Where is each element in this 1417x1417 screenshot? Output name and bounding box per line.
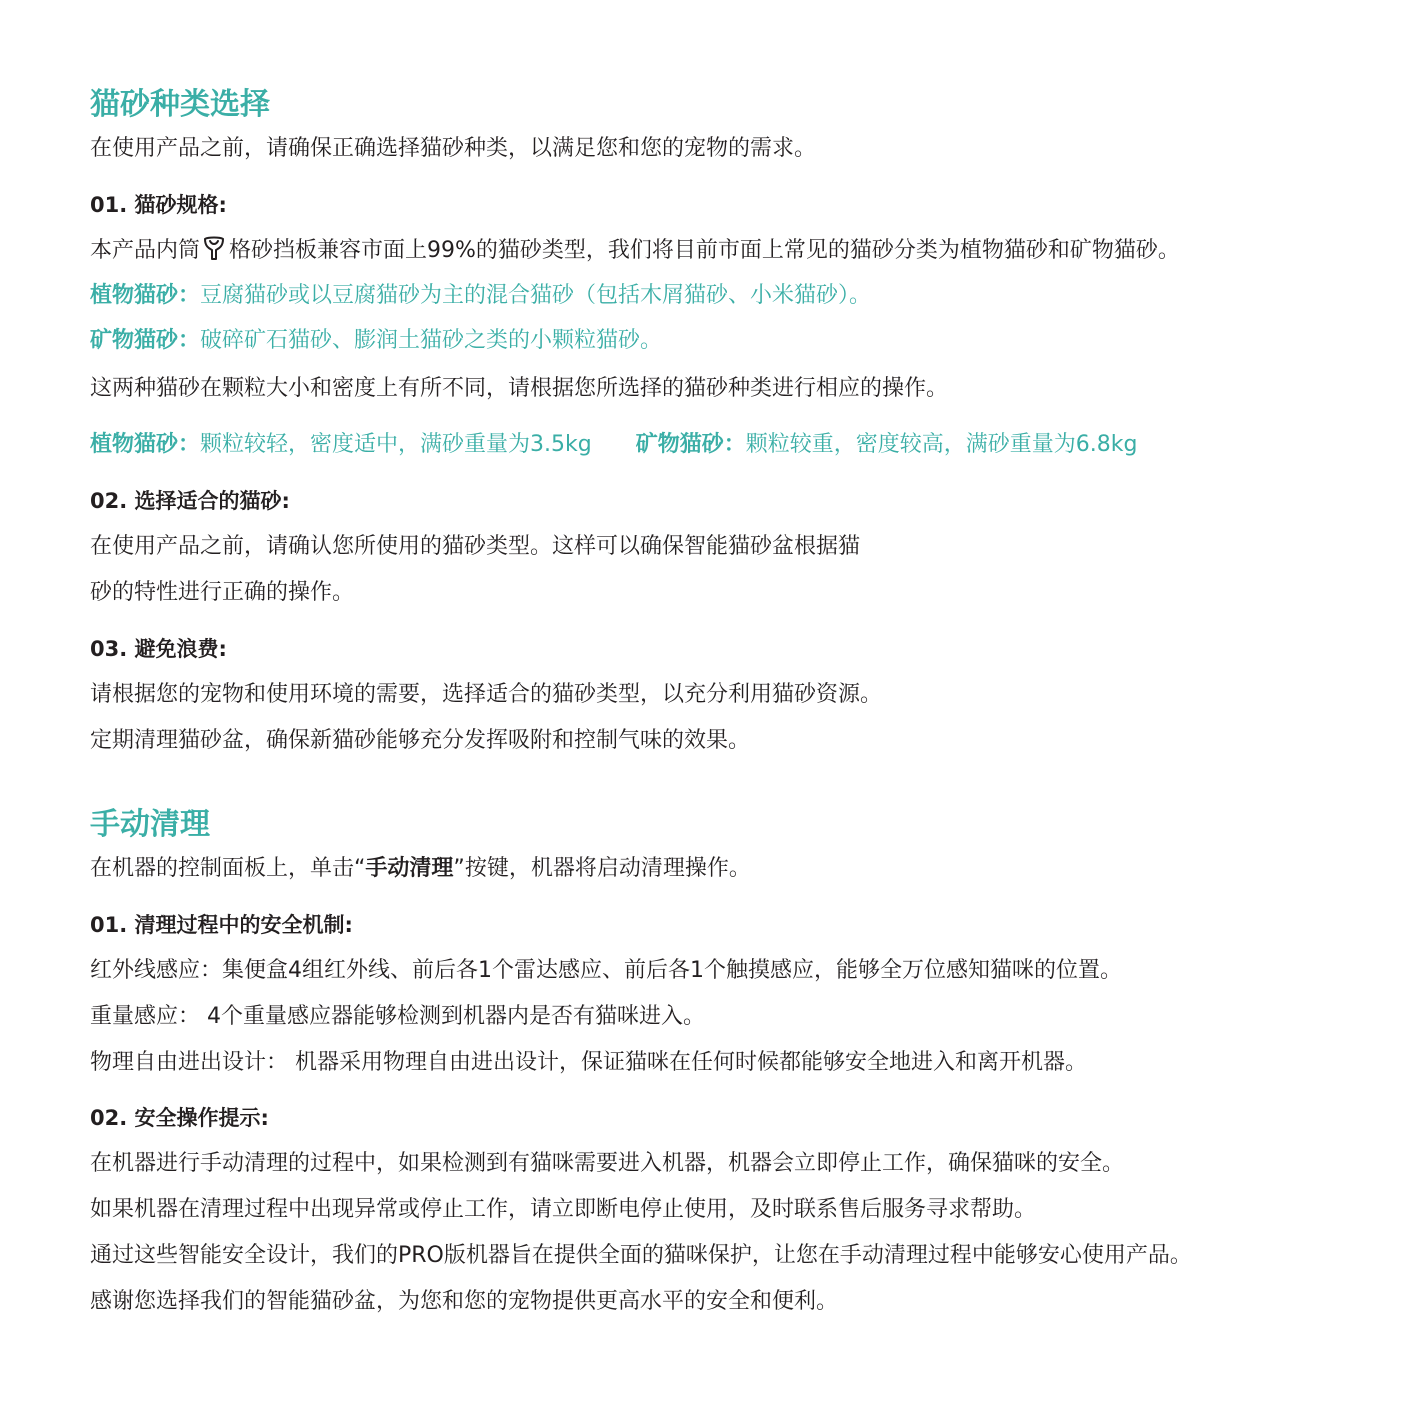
subheading-choose-litter: 02. 选择适合的猫砂: (90, 489, 290, 513)
safety-tip-line2: 如果机器在清理过程中出现异常或停止工作，请立即断电停止使用，及时联系售后服务寻求帮助。 (90, 1197, 1037, 1222)
spec-paragraph (90, 236, 1180, 266)
section-title-manual-clean: 手动清理 (90, 807, 210, 842)
plant-litter-label: 植物猫砂： (90, 283, 201, 308)
safety-physical-line: 物理自由进出设计： 机器采用物理自由进出设计，保证猫咪在任何时候都能够安全地进入和离开机器。 (90, 1050, 1087, 1075)
mineral-litter-spec: 颗粒较重，密度较高，满砂重量为6.8kg (745, 432, 1138, 457)
plant-litter-text: 豆腐猫砂或以豆腐猫砂为主的混合猫砂（包括木屑猫砂、小米猫砂）。 (200, 283, 872, 308)
spec-text-part1: 本产品内筒 (90, 238, 201, 263)
mineral-litter-line (90, 326, 662, 356)
avoid-waste-line2: 定期清理猫砂盆，确保新猫砂能够充分发挥吸附和控制气味的效果。 (90, 728, 751, 753)
mineral-litter-label: 矿物猫砂： (90, 328, 201, 353)
section-title-litter-type: 猫砂种类选择 (90, 87, 270, 122)
mineral-litter-text: 破碎矿石猫砂、膨润土猫砂之类的小颗粒猫砂。 (200, 328, 663, 353)
safety-tip-line4: 感谢您选择我们的智能猫砂盆，为您和您的宠物提供更高水平的安全和便利。 (90, 1289, 839, 1314)
litter-liner-icon (202, 236, 226, 262)
litter-difference-text: 这两种猫砂在颗粒大小和密度上有所不同，请根据您所选择的猫砂种类进行相应的操作。 (90, 376, 949, 401)
choose-litter-line1: 在使用产品之前，请确认您所使用的猫砂类型。这样可以确保智能猫砂盆根据猫 (90, 534, 861, 559)
subheading-avoid-waste: 03. 避免浪费: (90, 637, 227, 661)
safety-tip-line1: 在机器进行手动清理的过程中，如果检测到有猫咪需要进入机器，机器会立即停止工作，确保猫咪的安全。 (90, 1151, 1125, 1176)
plant-litter-label: 植物猫砂： (90, 432, 201, 457)
plant-litter-spec: 颗粒较轻，密度适中，满砂重量为3.5kg (200, 432, 592, 457)
choose-litter-line2: 砂的特性进行正确的操作。 (90, 580, 355, 605)
manual-clean-key-name: 手动清理 (365, 856, 454, 881)
safety-infrared-line: 红外线感应：集便盒4组红外线、前后各1个雷达感应、前后各1个触摸感应，能够全万位感知猫咪的位置。 (90, 958, 1122, 983)
safety-weight-line: 重量感应： 4个重量感应器能够检测到机器内是否有猫咪进入。 (90, 1004, 705, 1029)
subheading-safety-tips: 02. 安全操作提示: (90, 1106, 269, 1130)
plant-litter-line (90, 281, 871, 311)
subheading-safety-mechanism: 01. 清理过程中的安全机制: (90, 913, 353, 937)
litter-weight-specs (90, 430, 1137, 460)
mineral-litter-label: 矿物猫砂： (635, 432, 746, 457)
manual-clean-intro (90, 854, 751, 884)
avoid-waste-line1: 请根据您的宠物和使用环境的需要，选择适合的猫砂类型，以充分利用猫砂资源。 (90, 682, 883, 707)
safety-tip-line3: 通过这些智能安全设计，我们的PRO版机器旨在提供全面的猫咪保护，让您在手动清理过程中能够安心使用产品。 (90, 1243, 1192, 1268)
subheading-litter-spec: 01. 猫砂规格: (90, 193, 227, 217)
intro-text-pre: 在机器的控制面板上，单击“ (90, 856, 366, 881)
spec-text-part2: 格砂挡板兼容市面上99%的猫砂类型，我们将目前市面上常见的猫砂分类为植物猫砂和矿物猫砂。 (229, 238, 1180, 263)
intro-text-post: ”按键，机器将启动清理操作。 (453, 856, 751, 881)
section-intro: 在使用产品之前，请确保正确选择猫砂种类，以满足您和您的宠物的需求。 (90, 136, 817, 161)
